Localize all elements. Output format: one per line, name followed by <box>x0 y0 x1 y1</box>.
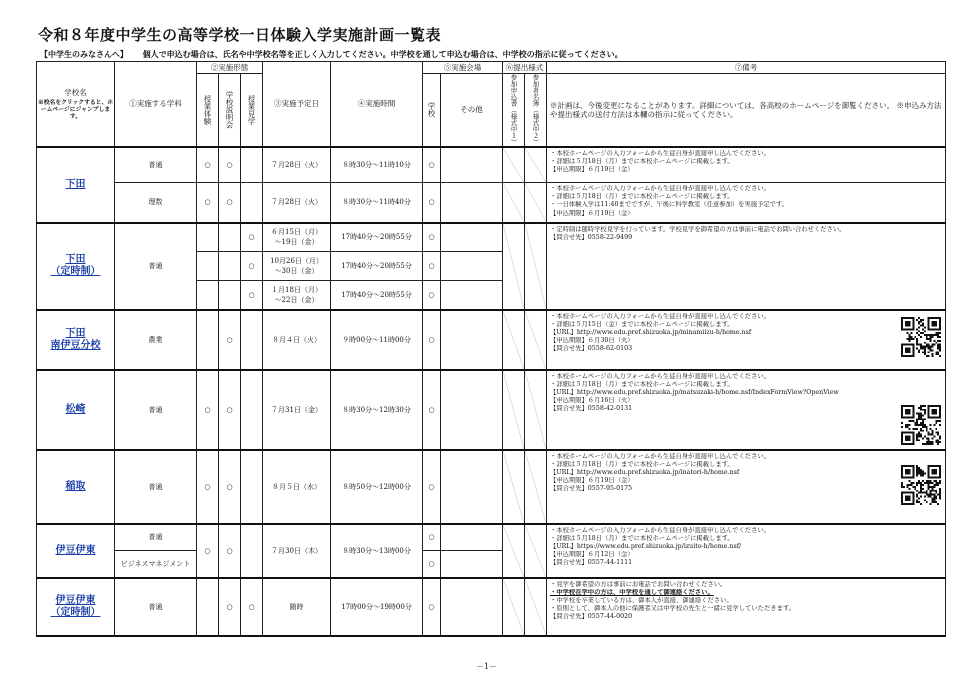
form-c-cell: ○ <box>241 252 263 281</box>
table-row <box>37 147 946 183</box>
form-b-cell <box>219 281 241 310</box>
notice-text: 個人で申込む場合は、氏名や中学校名等を正しく入力してください。中学校を通して申込む場合は、中学校の指示に従ってください。 <box>142 49 623 59</box>
header-form-b-label: 学校説明会 <box>225 91 234 129</box>
remarks-line: 【問合せ先】0557-44-0020 <box>550 613 633 621</box>
school-link[interactable]: 伊豆伊東 <box>55 544 96 556</box>
date-cell: ７月30日（木） <box>263 524 331 578</box>
dept-cell: 理数 <box>115 183 197 223</box>
school-link[interactable]: 下田 <box>65 178 86 190</box>
remarks-line: ・本校ホームページの入力フォームから生徒自身が直接申し込んでください。 <box>550 312 770 320</box>
remarks-line: ・詳細は５月18日（月）までに本校ホームページに掲載します。 <box>550 380 734 388</box>
form-c-cell: ○ <box>241 223 263 252</box>
dept-cell: 普通 <box>115 450 197 524</box>
venue-other-cell <box>441 450 503 524</box>
header-time: ④実施時間 <box>331 62 423 147</box>
form-c-cell <box>241 370 263 450</box>
venue-other-cell <box>441 524 503 551</box>
diagonal-slash <box>503 371 524 449</box>
remarks-line: 【URL】http://www.edu.pref.shizuoka.jp/minamiizu-h/home.nsf <box>550 328 752 336</box>
remarks-line: ・本校ホームページの入力フォームから生徒自身が直接申し込んでください。 <box>550 185 770 192</box>
remarks-line: ・本校ホームページの入力フォームから生徒自身が直接申し込んでください。 <box>550 372 770 380</box>
form-b-cell: ○ <box>219 370 241 450</box>
header-date: ③実施予定日 <box>263 62 331 147</box>
style-slash-cell <box>525 370 547 450</box>
header-remarks-text <box>547 74 946 147</box>
table-row <box>37 524 946 551</box>
diagonal-slash <box>525 183 546 222</box>
time-cell: 17時40分～20時55分 <box>331 252 423 281</box>
header-style-1 <box>503 74 525 147</box>
style-slash-cell <box>503 147 525 183</box>
venue-other-cell <box>441 551 503 578</box>
remarks-cell <box>547 310 946 370</box>
table-row <box>37 310 946 370</box>
remarks-line: 【問合せ先】0557-95-0175 <box>550 485 633 493</box>
remarks-cell <box>547 450 946 524</box>
remarks-line: 【申込期限】６月19日（金） <box>550 209 634 217</box>
remarks-line: ・詳細は５月18日（月）までに本校ホームページに掲載します。 <box>550 157 734 165</box>
remarks-line: 【申込期限】６月12日（金） <box>550 551 634 559</box>
form-c-cell: ○ <box>241 281 263 310</box>
remarks-cell <box>547 147 946 183</box>
school-name-cell <box>37 578 115 636</box>
form-b-cell <box>219 223 241 252</box>
form-a-cell <box>197 281 219 310</box>
form-c-cell <box>241 450 263 524</box>
diagonal-slash <box>525 311 546 369</box>
diagonal-slash <box>503 183 524 222</box>
form-c-cell <box>241 183 263 223</box>
diagonal-slash <box>503 525 524 577</box>
form-b-cell: ○ <box>219 183 241 223</box>
date-cell: ７月31日（金） <box>263 370 331 450</box>
time-cell: ８時30分～11時10分 <box>331 147 423 183</box>
time-cell: 17時00分～19時00分 <box>331 578 423 636</box>
dept-cell: 普通 <box>115 223 197 310</box>
remarks-line: ・一日体験入学は11:40までですが、午後に科学教室（任意参加）を実施予定です。 <box>550 201 789 209</box>
header-form-c-label: 授業見学 <box>247 94 256 125</box>
venue-school-cell: ○ <box>423 147 441 183</box>
venue-school-cell: ○ <box>423 524 441 551</box>
style-slash-cell <box>525 147 547 183</box>
form-a-cell: ○ <box>197 183 219 223</box>
form-b-cell: ○ <box>219 524 241 578</box>
header-remarks: ⑦備考 <box>547 62 946 74</box>
style-slash-cell <box>525 524 547 578</box>
form-a-cell <box>197 252 219 281</box>
venue-school-cell: ○ <box>423 578 441 636</box>
remarks-line: 【申込期限】６月19日（金） <box>550 477 634 485</box>
header-form-a <box>197 74 219 147</box>
date-cell: ８月４日（火） <box>263 310 331 370</box>
venue-other-cell <box>441 370 503 450</box>
page-title: 令和８年度中学生の高等学校一日体験入学実施計画一覧表 <box>38 26 442 44</box>
remarks-line: ・原則として、御本人の他に保護者又は中学校の先生と一緒に見学していただきます。 <box>550 605 795 613</box>
form-a-cell <box>197 223 219 252</box>
remarks-line: ・本校ホームページの入力フォームから生徒自身が直接申し込んでください。 <box>550 149 770 157</box>
header-style-2-label: 参加者名簿（様式中２） <box>531 74 540 146</box>
remarks-line: 【URL】http://www.edu.pref.shizuoka.jp/matsuzaki-h/home.nsf/IndexFormView?OpenView <box>550 388 839 396</box>
header-school-note: ※校名をクリックすると、ホームページにジャンプします。 <box>37 99 114 120</box>
venue-school-cell: ○ <box>423 370 441 450</box>
school-link[interactable]: 稲取 <box>65 480 86 492</box>
school-name-cell <box>37 223 115 310</box>
dept-cell: 普通 <box>115 524 197 551</box>
school-name-cell <box>37 370 115 450</box>
style-slash-cell <box>503 524 525 578</box>
remarks-line: 【URL】https://www.edu.pref.shizuoka.jp/izuito-h/home.nsf/ <box>550 542 742 550</box>
remarks-line: ・詳細は５月18日（月）までに本校ホームページに掲載します。 <box>550 193 734 201</box>
school-link[interactable]: 下田 南伊豆分校 <box>50 327 101 351</box>
header-form: ②実施形態 <box>197 62 263 74</box>
date-cell: ８月５日（水） <box>263 450 331 524</box>
school-name-cell <box>37 450 115 524</box>
venue-other-cell <box>441 223 503 252</box>
remarks-line: ・中学校在学中の方は、中学校を通して御連絡ください。 <box>550 588 714 596</box>
dept-cell: 普通 <box>115 370 197 450</box>
notice-bracket: 【中学生のみなさんへ】 <box>40 49 128 59</box>
form-c-cell <box>241 147 263 183</box>
remarks-line: ・中学校を卒業している方は、御本人が直接、御連絡ください。 <box>550 596 733 604</box>
style-slash-cell <box>525 183 547 223</box>
style-slash-cell <box>503 578 525 636</box>
qr-code-icon <box>901 317 941 357</box>
form-b-cell: ○ <box>219 450 241 524</box>
table-row <box>37 370 946 450</box>
header-dept: ①実施する学科 <box>115 62 197 147</box>
header-remarks-line: ※申込み方法や提出様式の送付方法は本欄の指示に従ってください。 <box>550 100 942 119</box>
form-a-cell: ○ <box>197 450 219 524</box>
diagonal-slash <box>525 525 546 577</box>
remarks-line: 【問合せ先】0558-42-0131 <box>550 405 633 413</box>
header-style: ⑥提出様式 <box>503 62 547 74</box>
school-link[interactable]: 松崎 <box>65 403 86 415</box>
venue-school-cell: ○ <box>423 551 441 578</box>
remarks-line: 【申込期限】６月16日（火） <box>550 397 634 405</box>
diagonal-slash <box>525 451 546 523</box>
dept-cell: ビジネスマネジメント <box>115 551 197 578</box>
diagonal-slash <box>503 579 524 635</box>
form-a-cell <box>197 310 219 370</box>
style-slash-cell <box>503 370 525 450</box>
form-a-cell: ○ <box>197 147 219 183</box>
time-cell: ９時00分～11時00分 <box>331 310 423 370</box>
school-name-cell <box>37 524 115 578</box>
qr-code-icon <box>901 405 941 445</box>
venue-school-cell: ○ <box>423 310 441 370</box>
venue-other-cell <box>441 252 503 281</box>
header-style-1-label: 参加申込書（様式中１） <box>509 74 518 146</box>
header-venue-school <box>423 74 441 147</box>
style-slash-cell <box>525 450 547 524</box>
header-form-c <box>241 74 263 147</box>
time-cell: ８時30分～11時40分 <box>331 183 423 223</box>
venue-school-cell: ○ <box>423 223 441 252</box>
remarks-cell <box>547 578 946 636</box>
time-cell: ８時50分～12時00分 <box>331 450 423 524</box>
header-form-a-label: 授業体験 <box>203 94 212 125</box>
diagonal-slash <box>525 148 546 183</box>
qr-code-icon <box>901 465 941 505</box>
style-slash-cell <box>503 223 525 310</box>
diagonal-slash <box>525 224 546 309</box>
remarks-line: ・本校ホームページの入力フォームから生徒自身が直接申し込んでください。 <box>550 526 770 534</box>
table-row <box>37 450 946 524</box>
header-school-label: 学校名 <box>64 87 87 97</box>
date-cell: ７月28日（火） <box>263 183 331 223</box>
form-c-cell <box>241 524 263 578</box>
venue-school-cell: ○ <box>423 252 441 281</box>
notice <box>40 49 623 60</box>
remarks-line: ・詳細は５月15日（金）までに本校ホームページに掲載します。 <box>550 320 734 328</box>
venue-other-cell <box>441 310 503 370</box>
style-slash-cell <box>525 578 547 636</box>
school-name-cell <box>37 310 115 370</box>
schedule-table <box>36 61 946 637</box>
diagonal-slash <box>525 371 546 449</box>
venue-other-cell <box>441 183 503 223</box>
dept-cell: 普通 <box>115 578 197 636</box>
venue-school-cell: ○ <box>423 183 441 223</box>
remarks-cell <box>547 223 946 310</box>
venue-other-cell <box>441 147 503 183</box>
header-style-2 <box>525 74 547 147</box>
form-a-cell: ○ <box>197 370 219 450</box>
remarks-cell <box>547 370 946 450</box>
remarks-cell <box>547 524 946 578</box>
remarks-line: 【問合せ先】0558-62-0103 <box>550 345 633 353</box>
school-link[interactable]: 下田 （定時制） <box>50 254 101 277</box>
remarks-line: 【URL】http://www.edu.pref.shizuoka.jp/inatori-h/home.nsf <box>550 468 740 476</box>
diagonal-slash <box>503 224 524 309</box>
table-row <box>37 223 946 252</box>
time-cell: ８時30分～13時00分 <box>331 524 423 578</box>
style-slash-cell <box>503 450 525 524</box>
form-c-cell: ○ <box>241 578 263 636</box>
venue-other-cell <box>441 578 503 636</box>
style-slash-cell <box>525 223 547 310</box>
dept-cell: 農業 <box>115 310 197 370</box>
header-venue-school-label: 学校 <box>427 102 437 118</box>
header-form-b <box>219 74 241 147</box>
remarks-line: ・定時制は随時学校見学を行っています。学校見学を御希望の方は事前に電話でお問い合わせください。 <box>550 225 846 233</box>
form-b-cell: ○ <box>219 310 241 370</box>
form-c-cell <box>241 310 263 370</box>
header-remarks-line: ※計画は、今後変更になることがあります。詳細については、各高校のホームページを御覧ください。 <box>550 100 895 110</box>
style-slash-cell <box>503 183 525 223</box>
diagonal-slash <box>503 311 524 369</box>
style-slash-cell <box>525 310 547 370</box>
venue-school-cell: ○ <box>423 281 441 310</box>
diagonal-slash <box>525 579 546 635</box>
page-number: －1－ <box>475 662 498 671</box>
school-name-cell <box>37 147 115 223</box>
time-cell: ８時30分～12時30分 <box>331 370 423 450</box>
form-b-cell: ○ <box>219 578 241 636</box>
remarks-line: 【問合せ先】0558-22-9499 <box>550 233 633 241</box>
style-slash-cell <box>503 310 525 370</box>
date-cell: ６月15日（月） ～19日（金） <box>263 223 331 252</box>
diagonal-slash <box>503 148 524 183</box>
form-a-cell: ○ <box>197 524 219 578</box>
remarks-line: ・詳細は５月18日（月）までに本校ホームページに掲載します。 <box>550 534 734 542</box>
table-row <box>37 578 946 636</box>
table-row <box>37 183 946 223</box>
form-b-cell <box>219 252 241 281</box>
header-venue: ⑤実施会場 <box>423 62 503 74</box>
time-cell: 17時40分～20時55分 <box>331 223 423 252</box>
venue-school-cell: ○ <box>423 450 441 524</box>
venue-other-cell <box>441 281 503 310</box>
remarks-line: 【申込期限】６月30日（火） <box>550 337 634 345</box>
date-cell: ７月28日（火） <box>263 147 331 183</box>
header-venue-other: その他 <box>441 74 503 147</box>
time-cell: 17時40分～20時55分 <box>331 281 423 310</box>
school-link[interactable]: 伊豆伊東 （定時制） <box>50 594 101 618</box>
dept-cell: 普通 <box>115 147 197 183</box>
remarks-line: ・詳細は５月18日（月）までに本校ホームページに掲載します。 <box>550 460 734 468</box>
remarks-cell <box>547 183 946 223</box>
remarks-line: 【問合せ先】0557-44-1111 <box>550 559 633 567</box>
header-school <box>37 62 115 147</box>
remarks-line: ・本校ホームページの入力フォームから生徒自身が直接申し込んでください。 <box>550 452 770 460</box>
date-cell: 10月26日（月） ～30日（金） <box>263 252 331 281</box>
date-cell: １月18日（月） ～22日（金） <box>263 281 331 310</box>
remarks-line: ・見学を御希望の方は事前にお電話でお問い合わせください。 <box>550 580 727 588</box>
form-b-cell: ○ <box>219 147 241 183</box>
diagonal-slash <box>503 451 524 523</box>
remarks-line: 【申込期限】６月19日（金） <box>550 165 634 173</box>
form-a-cell <box>197 578 219 636</box>
date-cell: 随時 <box>263 578 331 636</box>
